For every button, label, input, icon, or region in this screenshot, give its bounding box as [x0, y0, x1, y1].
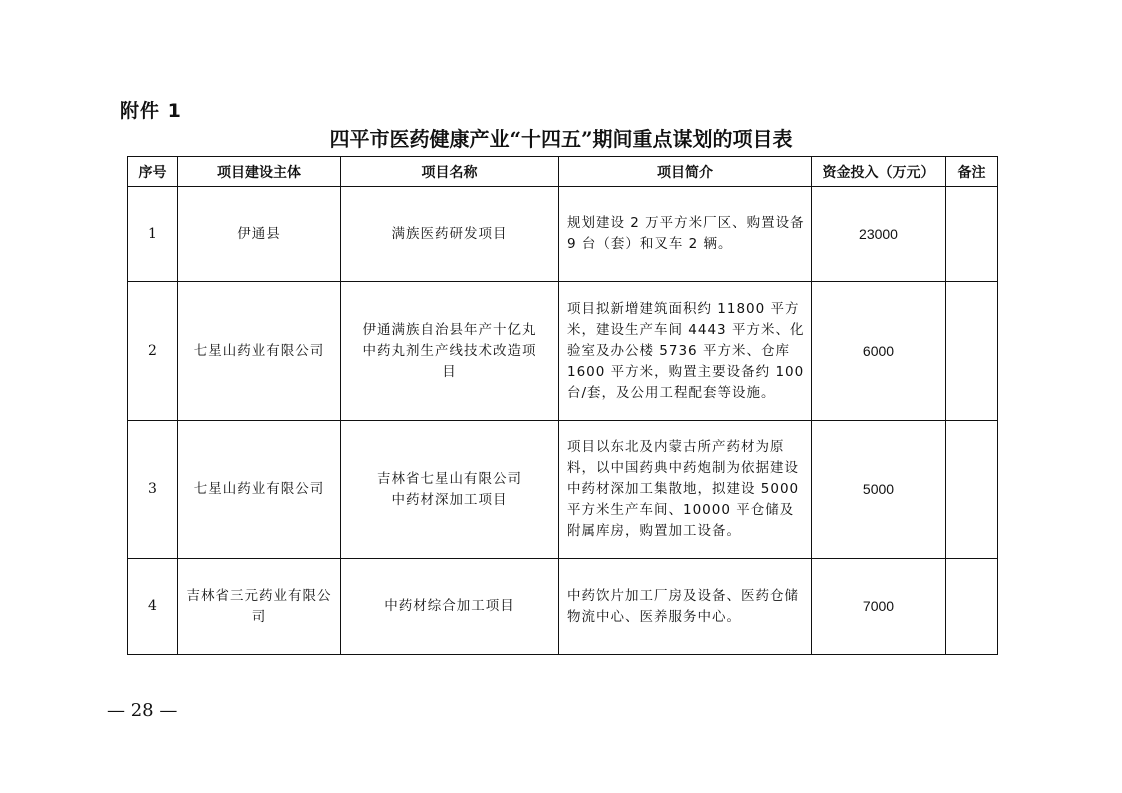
- header-investment: 资金投入（万元）: [812, 157, 946, 187]
- cell-seq: 3: [128, 421, 178, 559]
- cell-investment: 5000: [812, 421, 946, 559]
- cell-investment: 23000: [812, 187, 946, 282]
- cell-remark: [946, 282, 998, 421]
- cell-subject: 七星山药业有限公司: [178, 421, 341, 559]
- project-name: 伊通满族自治县年产十亿丸中药丸剂生产线技术改造项目: [362, 321, 537, 380]
- cell-name: [341, 282, 559, 421]
- cell-seq: 4: [128, 559, 178, 655]
- header-subject: 项目建设主体: [178, 157, 341, 187]
- header-intro: 项目简介: [559, 157, 812, 187]
- cell-subject: 吉林省三元药业有限公司: [178, 559, 341, 655]
- cell-name: [341, 559, 559, 655]
- project-name: 满族医药研发项目: [391, 225, 508, 242]
- cell-remark: [946, 421, 998, 559]
- cell-intro: 项目拟新增建筑面积约 11800 平方米，建设生产车间 4443 平方米、化验室及办公楼 5736 平方米、仓库 1600 平方米，购置主要设备约 100 台/套，及公用工程配套等设施。: [559, 282, 812, 421]
- cell-intro: 中药饮片加工厂房及设备、医药仓储物流中心、医养服务中心。: [559, 559, 812, 655]
- table-header-row: [128, 157, 998, 187]
- cell-intro: 规划建设 2 万平方米厂区、购置设备 9 台（套）和叉车 2 辆。: [559, 187, 812, 282]
- project-name: 中药材综合加工项目: [384, 598, 515, 614]
- cell-investment: 6000: [812, 282, 946, 421]
- cell-remark: [946, 559, 998, 655]
- cell-name: [341, 187, 559, 282]
- cell-seq: 2: [128, 282, 178, 421]
- cell-seq: 1: [128, 187, 178, 282]
- cell-subject: 七星山药业有限公司: [178, 282, 341, 421]
- cell-investment: 7000: [812, 559, 946, 655]
- header-name: 项目名称: [341, 157, 559, 187]
- table-row: [128, 559, 998, 655]
- header-seq: 序号: [128, 157, 178, 187]
- table-row: [128, 187, 998, 282]
- header-remark: 备注: [946, 157, 998, 187]
- attachment-label: 附件 1: [120, 100, 182, 122]
- cell-name: [341, 421, 559, 559]
- page-number: — 28 —: [107, 700, 178, 721]
- project-name: 吉林省七星山有限公司中药材深加工项目: [377, 470, 522, 508]
- document-title: 四平市医药健康产业“十四五”期间重点谋划的项目表: [329, 127, 793, 151]
- cell-intro: 项目以东北及内蒙古所产药材为原料，以中国药典中药炮制为依据建设中药材深加工集散地，拟建设 5000 平方米生产车间、10000 平仓储及附属库房，购置加工设备。: [559, 421, 812, 559]
- table-row: [128, 282, 998, 421]
- cell-remark: [946, 187, 998, 282]
- cell-subject: 伊通县: [178, 187, 341, 282]
- project-table: [127, 156, 998, 655]
- table-row: [128, 421, 998, 559]
